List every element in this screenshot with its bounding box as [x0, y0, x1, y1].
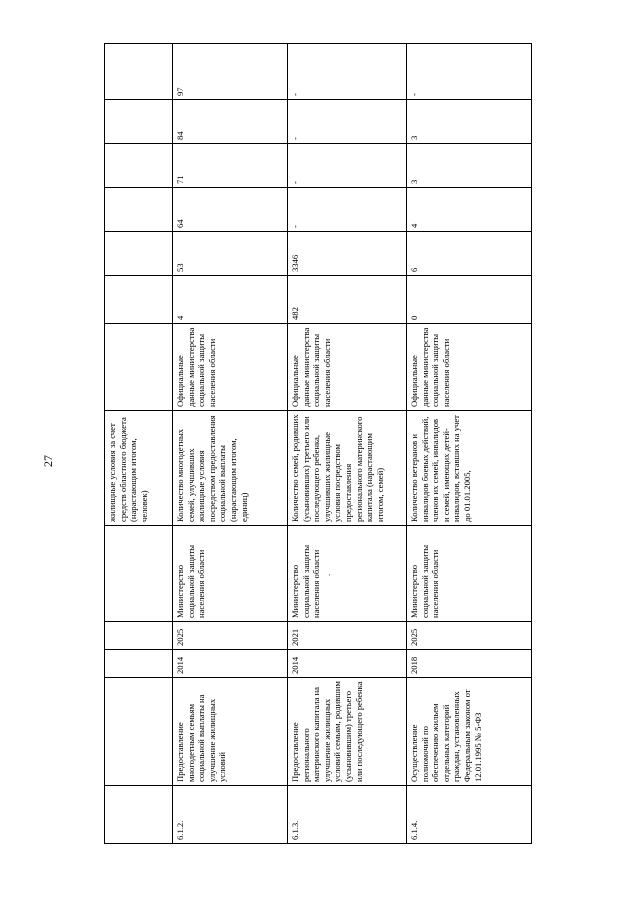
value-cell: 71 — [173, 144, 288, 188]
data-source: Официальные данные министерства социальной защиты населения области — [173, 324, 288, 411]
indicator: Количество ветеранов и инвалидов боевых действий, членов их семей, инвалидов и семей, имеющих детей-инвалидов, вставших на учет до 01.01.2005, — [407, 411, 532, 526]
value-cell: 64 — [173, 188, 288, 232]
value-cell: 4 — [173, 276, 288, 324]
executor-cell — [288, 526, 407, 622]
value-cell: 84 — [173, 100, 288, 144]
document-table-frame — [104, 87, 511, 844]
cell-empty — [105, 144, 173, 188]
value-cell: 6 — [407, 232, 532, 276]
end-year: 2025 — [407, 622, 532, 650]
value-cell: 0 — [407, 276, 532, 324]
indicator: Количество семей, родивших (усыновивших) третьего или последующего ребенка, улучшивших жилищные условия посредством предоставления регионального материнского капитала (нарастающим итогом, семей) — [288, 411, 407, 526]
table-row — [173, 44, 288, 844]
executor-mark: . — [321, 573, 332, 576]
measure-title: Осуществление полномочий по обеспечению жильем отдельных категорий граждан, установленных Федеральным законом от 12.01.1995 № 5-ФЗ — [407, 678, 532, 786]
cell-empty — [105, 188, 173, 232]
table-row — [288, 44, 407, 844]
value-cell: 482 — [288, 276, 407, 324]
rotated-page-content — [104, 87, 511, 844]
page-number: 27 — [41, 455, 55, 467]
indicator-continuation: жилищные условия за счет средств областного бюджета (нарастающим итогом, человек) — [105, 411, 173, 526]
measure-number: 6.1.4. — [407, 786, 532, 844]
cell-empty — [105, 622, 173, 650]
cell-empty — [105, 44, 173, 100]
value-cell: 97 — [173, 44, 288, 100]
value-cell: 3346 — [288, 232, 407, 276]
data-source: Официальные данные министерства социальной защиты населения области — [288, 324, 407, 411]
measure-title: Предоставление многодетным семьям социальной выплаты на улучшение жилищных условий — [173, 678, 288, 786]
table-row — [105, 44, 173, 844]
start-year: 2014 — [173, 650, 288, 678]
value-cell: - — [288, 44, 407, 100]
cell-empty — [105, 276, 173, 324]
executor: Министерство социальной защиты населения области — [290, 544, 322, 618]
table-row — [407, 44, 532, 844]
value-cell: - — [407, 44, 532, 100]
value-cell: 53 — [173, 232, 288, 276]
data-source: Официальные данные министерства социальной защиты населения области — [407, 324, 532, 411]
value-cell: - — [288, 188, 407, 232]
cell-empty — [105, 232, 173, 276]
end-year: 2021 — [288, 622, 407, 650]
cell-empty — [105, 526, 173, 622]
measure-title: Предоставление регионального материнского капитала на улучшение жилищных условий семьям, родившим (усыновившим) третьего или последующего ребенка — [288, 678, 407, 786]
indicator: Количество многодетных семей, улучшивших жилищные условия посредством предоставления социальной выплаты (нарастающим итогом, единиц) — [173, 411, 288, 526]
executor: Министерство социальной защиты населения области — [407, 526, 532, 622]
end-year: 2025 — [173, 622, 288, 650]
executor: Министерство социальной защиты населения области — [173, 526, 288, 622]
value-cell: 4 — [407, 188, 532, 232]
cell-empty — [105, 324, 173, 411]
value-cell: 3 — [407, 100, 532, 144]
cell-empty — [105, 650, 173, 678]
measure-number: 6.1.2. — [173, 786, 288, 844]
cell-empty — [105, 100, 173, 144]
cell-empty — [105, 678, 173, 786]
value-cell: - — [288, 144, 407, 188]
value-cell: 3 — [407, 144, 532, 188]
value-cell: - — [288, 100, 407, 144]
cell-empty — [105, 786, 173, 844]
start-year: 2018 — [407, 650, 532, 678]
start-year: 2014 — [288, 650, 407, 678]
measure-number: 6.1.3. — [288, 786, 407, 844]
program-measures-table — [104, 43, 532, 844]
